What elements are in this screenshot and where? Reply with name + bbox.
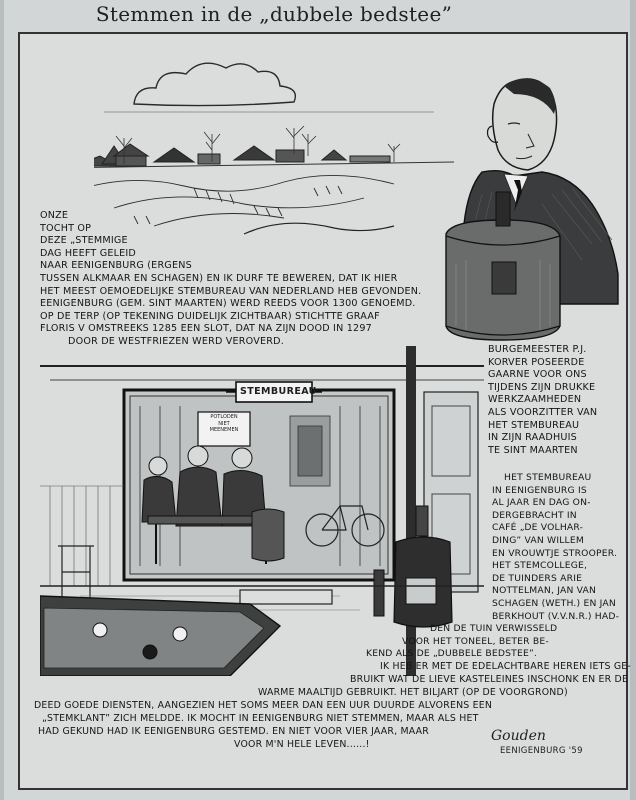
mayor-caption [488,344,597,457]
mayor-portrait [442,64,622,344]
notice-line: NIET [218,420,230,427]
intro-line: HET MEEST OEMOEDELIJKE STEMBUREAU VAN NEDERLAND HEB GEVONDEN. [40,285,422,297]
body-line: WARME MAALTIJD GEBRUIKT. HET BILJART (OP DE VOORGROND) [258,687,568,698]
body-line: DING” VAN WILLEM [492,534,584,546]
body-line: BRUIKT WAT DE LIEVE KASTELEINES INSCHONK EN ER DE [350,674,629,685]
intro-line: NAAR EENIGENBURG (ERGENS [40,260,192,272]
body-line: BERKHOUT (V.V.N.R.) HAD- [492,610,620,622]
page-title: Stemmen in de „dubbele bedstee” [95,2,453,26]
intro-line: OP DE TERP (OP TEKENING DUIDELIJK ZICHTBAAR) STICHTTE GRAAF [40,310,380,322]
body-line: VOOR M'N HELE LEVEN......! [234,739,370,750]
notice-line: POTLODEN [210,414,238,420]
stembureau-sign: STEMBUREAU [240,386,317,397]
body-line: SCHAGEN (WETH.) EN JAN [492,597,616,609]
notice-sign [200,414,248,434]
caption-line: ALS VOORZITTER VAN [488,406,598,418]
body-line: DEED GOEDE DIENSTEN, AANGEZIEN HET SOMS MEER DAN EEN UUR DUURDE ALVORENS EEN [34,700,493,711]
body-line: HET STEMCOLLEGE, [492,560,588,572]
intro-line: EENIGENBURG (GEM. SINT MAARTEN) WERD REEDS VOOR 1300 GENOEMD. [40,298,416,310]
body-line: DEN DE TUIN VERWISSELD [430,623,558,635]
intro-text [40,210,421,349]
caption-line: GAARNE VOOR ONS [488,369,587,381]
body-line: DE TUINDERS ARIE [492,572,583,584]
artist-signature: Gouden [491,728,546,744]
body-line: KEND ALS DE „DUBBELE BEDSTEE”. [366,648,538,660]
body-line: DERGEBRACHT IN [492,509,577,521]
caption-line: TIJDENS ZIJN DRUKKE [488,381,596,393]
body-line: IK HEB ER MET DE EDELACHTBARE HEREN IETS GE- [380,661,631,672]
notice-line: MEENEMEN [209,427,239,433]
intro-line: FLORIS V OMSTREEKS 1285 EEN SLOT, DAT NA ZIJN DOOD IN 1297 [40,323,372,335]
body-line: HAD GEKUND HAD IK EENIGENBURG GESTEMD. EN NIET VOOR VIER JAAR, MAAR [38,726,429,737]
body-line: IN EENIGENBURG IS [492,484,587,496]
caption-line: WERKZAAMHEDEN [488,394,582,406]
body-line: NOTTELMAN, JAN VAN [492,585,597,597]
body-line: CAFÉ „DE VOLHAR- [492,522,584,534]
caption-line: TE SINT MAARTEN [488,444,578,456]
village-landscape-illustration [94,38,474,238]
body-line: „STEMKLANT” ZICH MELDDE. IK MOCHT IN EENIGENBURG NIET STEMMEN, MAAR ALS HET [42,713,479,724]
body-line: VOOR HET TONEEL, BETER BE- [402,635,549,647]
caption-line: IN ZIJN RAADHUIS [488,432,577,444]
intro-line: TUSSEN ALKMAAR EN SCHAGEN) EN IK DURF TE BEWEREN, DAT IK HIER [40,272,398,284]
caption-line: KORVER POSEERDE [488,356,585,368]
caption-line: BURGEMEESTER P.J. [488,344,587,355]
newspaper-page [4,0,630,800]
intro-line: DAG HEEFT GELEID [40,247,137,259]
intro-line: TOCHT OP [40,222,92,234]
body-line: EN VROUWTJE STROOPER. [492,547,618,559]
body-line: AL JAAR EN DAG ON- [492,497,591,509]
caption-line: HET STEMBUREAU [488,419,580,431]
intro-line: ONZE [40,210,69,221]
intro-line: DOOR DE WESTFRIEZEN WERD VEROVERD. [68,335,284,347]
body-right-text [366,472,620,661]
intro-line: DEZE „STEMMIGE [40,235,128,247]
body-line: HET STEMBUREAU [504,472,592,483]
signature-place: EENIGENBURG '59 [500,746,583,756]
